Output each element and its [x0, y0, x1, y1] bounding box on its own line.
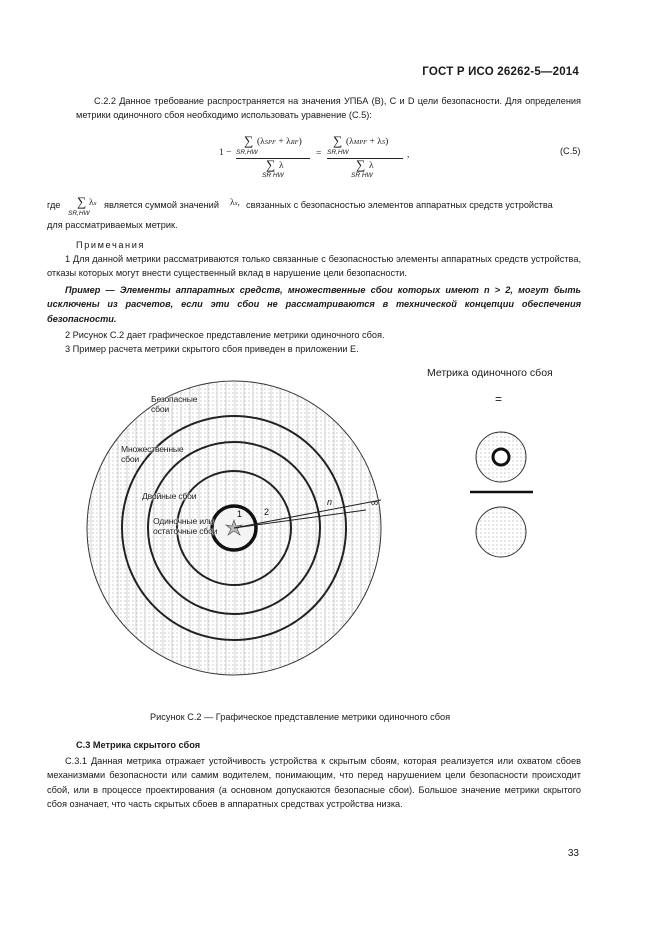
document-header: ГОСТ Р ИСО 26262-5—2014: [422, 66, 579, 78]
label-single-faults: Одиночные или остаточные сбои: [153, 516, 218, 536]
where-sum: ∑: [77, 194, 87, 209]
note-2: 2 Рисунок С.2 дает графическое представление метрики одиночного сбоя.: [65, 330, 385, 340]
where-lambda: λx: [89, 198, 97, 208]
formula-sum-3: ∑: [333, 133, 343, 148]
metric-equals: =: [495, 392, 503, 406]
where-text-c: для рассматриваемых метрик.: [47, 220, 178, 230]
ray-label-n: n: [327, 497, 333, 507]
metric-denominator-circle: [476, 507, 526, 557]
formula-sub-3: SR,HW: [327, 149, 349, 156]
figure-c2: [0, 360, 661, 705]
note-example: Пример — Элементы аппаратных средств, множественные сбои которых имеют n > 2, могут быть исключены из расчетов, если эти сбои не рассматриваются в технической концепции обеспечения безопасности.: [47, 285, 581, 324]
formula-c5: [0, 130, 661, 185]
figure-caption: Рисунок С.2 — Графическое представление метрики одиночного сбоя: [150, 712, 451, 722]
metric-title: Метрика одиночного сбоя: [427, 367, 553, 379]
formula-equals: =: [316, 149, 322, 159]
note-1: 1 Для данной метрики рассматриваются только связанные с безопасностью элементы аппаратных средств устройства, отказы которых могут внести существенный вклад в нарушение цели безопасности.: [47, 254, 581, 279]
single-fault-metric-diagram: [470, 432, 533, 557]
page-number: 33: [567, 848, 579, 859]
notes-title: Примечания: [76, 240, 146, 250]
formula-sub-2: SR HW: [262, 172, 284, 179]
paragraph-c31: С.3.1 Данная метрика отражает устойчивость устройства к скрытым сбоям, которая реализуется или охватом сбоев механизмами безопасности или самим водителем, понимающим, что перед нарушением цели безопасности происходит сбой, или в процессе проектирования (а основном допускаются безопасные сбои). Большое значение метрики скрытого сбоя означает, что часть скрытых сбоев в аппаратных средствах устройства низка.: [47, 756, 581, 809]
section-heading-c3: С.3 Метрика скрытого сбоя: [76, 740, 201, 750]
metric-numerator-core: [493, 449, 509, 465]
where-clause: [0, 194, 661, 244]
ray-label-1: 1: [237, 509, 243, 519]
where-text-a: является суммой значений: [104, 200, 219, 210]
formula-number: (C.5): [560, 146, 581, 156]
ray-label-2: 2: [264, 507, 270, 517]
label-dual-faults: Двойные сбои: [142, 491, 197, 501]
formula-right-numerator: (λMPF + λS): [346, 137, 389, 147]
where-text-b: связанных с безопасностью элементов аппаратных средств устройства: [246, 200, 553, 210]
formula-one-minus: 1 −: [219, 148, 232, 158]
concentric-circles-diagram: [87, 381, 381, 675]
label-multiple-faults: Множественные сбои: [121, 444, 184, 464]
ray-label-infinity: ∞: [371, 498, 379, 509]
formula-sub-4: SR HW: [351, 172, 373, 179]
formula-sum-2: ∑: [266, 157, 276, 172]
formula-sub-1: SR,HW: [236, 149, 258, 156]
label-safe-faults: Безопасные сбои: [151, 394, 198, 414]
where-lambda-x: λx,: [230, 198, 240, 208]
paragraph-c22: С.2.2 Данное требование распространяется на значения УПБА (B), C и D цели безопасности. Для определения метрики одиночного сбоя необходимо использовать уравнение (С.5):: [76, 96, 581, 121]
formula-lambda-1: λ: [279, 161, 284, 171]
note-3: 3 Пример расчета метрики скрытого сбоя приведен в приложении Е.: [65, 344, 359, 354]
where-sub: SR,HW: [68, 210, 90, 217]
formula-sum-1: ∑: [244, 133, 254, 148]
formula-lambda-2: λ: [369, 161, 374, 171]
formula-sum-4: ∑: [356, 157, 366, 172]
where-prefix: где: [47, 200, 61, 210]
formula-left-numerator: (λSPF + λRF): [257, 137, 302, 147]
formula-comma: ,: [407, 150, 410, 160]
